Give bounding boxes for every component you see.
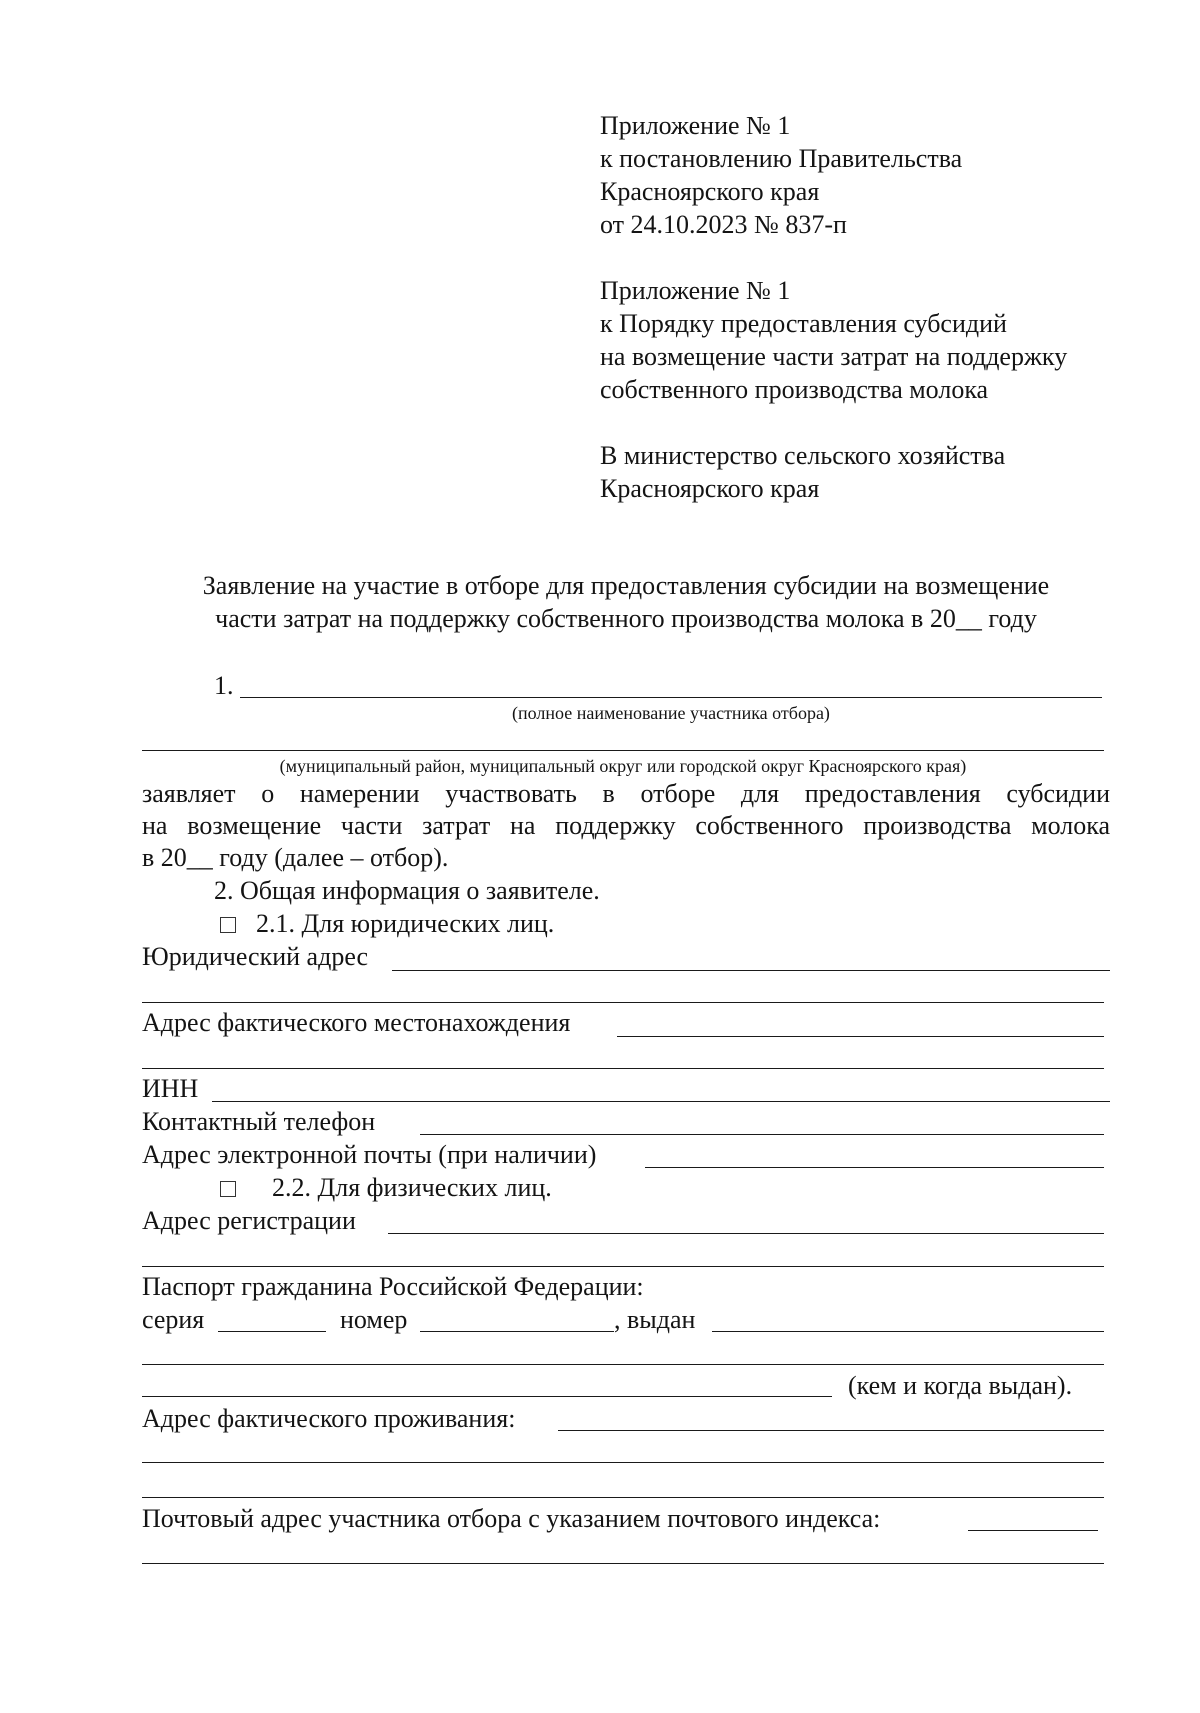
email-label: Адрес электронной почты (при наличии) [142, 1140, 597, 1169]
intent-text-line1: заявляет о намерении участвовать в отборе для предоставления субсидии [142, 779, 1110, 808]
approval-line: к Порядку предоставления субсидий [600, 309, 1007, 338]
inn-label: ИНН [142, 1074, 199, 1103]
residence-address-field[interactable] [558, 1430, 1104, 1431]
approval-line: Приложение № 1 [600, 276, 791, 305]
actual-location-field[interactable] [617, 1036, 1104, 1037]
postal-address-field-continued[interactable] [142, 1563, 1104, 1564]
actual-location-label: Адрес фактического местонахождения [142, 1008, 571, 1037]
residence-address-field-continued-2[interactable] [142, 1497, 1104, 1498]
inn-field[interactable] [212, 1101, 1110, 1102]
approval-line: на возмещение части затрат на поддержку [600, 342, 1068, 371]
legal-address-field-continued[interactable] [142, 1002, 1104, 1003]
approval-line: от 24.10.2023 № 837-п [600, 210, 847, 239]
email-field[interactable] [645, 1167, 1104, 1168]
passport-number-field[interactable] [420, 1331, 614, 1332]
section-2-heading: 2. Общая информация о заявителе. [214, 876, 600, 905]
phone-label: Контактный телефон [142, 1107, 376, 1136]
residence-address-field-continued[interactable] [142, 1462, 1104, 1463]
intent-text-line2: на возмещение части затрат на поддержку собственного производства молока [142, 811, 1110, 840]
approval-line: Красноярского края [600, 177, 820, 206]
passport-issued-by-field[interactable] [142, 1396, 832, 1397]
individual-option-label: 2.2. Для физических лиц. [272, 1173, 552, 1202]
approval-line: собственного производства молока [600, 375, 989, 404]
passport-series-field[interactable] [218, 1331, 326, 1332]
passport-label: Паспорт гражданина Российской Федерации: [142, 1272, 644, 1301]
registration-address-field[interactable] [388, 1233, 1104, 1234]
postal-address-label: Почтовый адрес участника отбора с указанием почтового индекса: [142, 1504, 881, 1533]
legal-address-label: Юридический адрес [142, 942, 369, 971]
addressee-line: Красноярского края [600, 474, 820, 503]
postal-address-field[interactable] [968, 1530, 1098, 1531]
section-1-number: 1. [214, 671, 234, 700]
passport-issued-field-continued[interactable] [142, 1364, 1104, 1365]
participant-name-field[interactable] [240, 697, 1102, 698]
legal-entity-checkbox[interactable] [220, 917, 236, 933]
passport-number-label: номер [340, 1305, 408, 1334]
individual-checkbox[interactable] [220, 1181, 236, 1197]
passport-series-label: серия [142, 1305, 205, 1334]
actual-location-field-continued[interactable] [142, 1068, 1104, 1069]
document-title-line2: части затрат на поддержку собственного производства молока в 20__ году [215, 604, 1037, 633]
residence-address-label: Адрес фактического проживания: [142, 1404, 516, 1433]
passport-issued-label: , выдан [614, 1305, 696, 1334]
approval-line: Приложение № 1 [600, 111, 791, 140]
registration-address-field-continued[interactable] [142, 1266, 1104, 1267]
addressee-line: В министерство сельского хозяйства [600, 441, 1006, 470]
passport-issued-field[interactable] [712, 1331, 1104, 1332]
legal-entity-option-label: 2.1. Для юридических лиц. [256, 909, 555, 938]
municipality-field[interactable] [142, 750, 1104, 751]
approval-line: к постановлению Правительства [600, 144, 963, 173]
intent-text-line3: в 20__ году (далее – отбор). [142, 843, 449, 872]
municipality-hint: (муниципальный район, муниципальный округ или городской округ Красноярского края) [279, 756, 967, 776]
passport-issued-by-hint: (кем и когда выдан). [848, 1371, 1073, 1400]
participant-name-hint: (полное наименование участника отбора) [512, 703, 830, 723]
legal-address-field[interactable] [392, 970, 1110, 971]
phone-field[interactable] [420, 1134, 1104, 1135]
registration-address-label: Адрес регистрации [142, 1206, 356, 1235]
document-title-line1: Заявление на участие в отборе для предоставления субсидии на возмещение [202, 571, 1050, 600]
